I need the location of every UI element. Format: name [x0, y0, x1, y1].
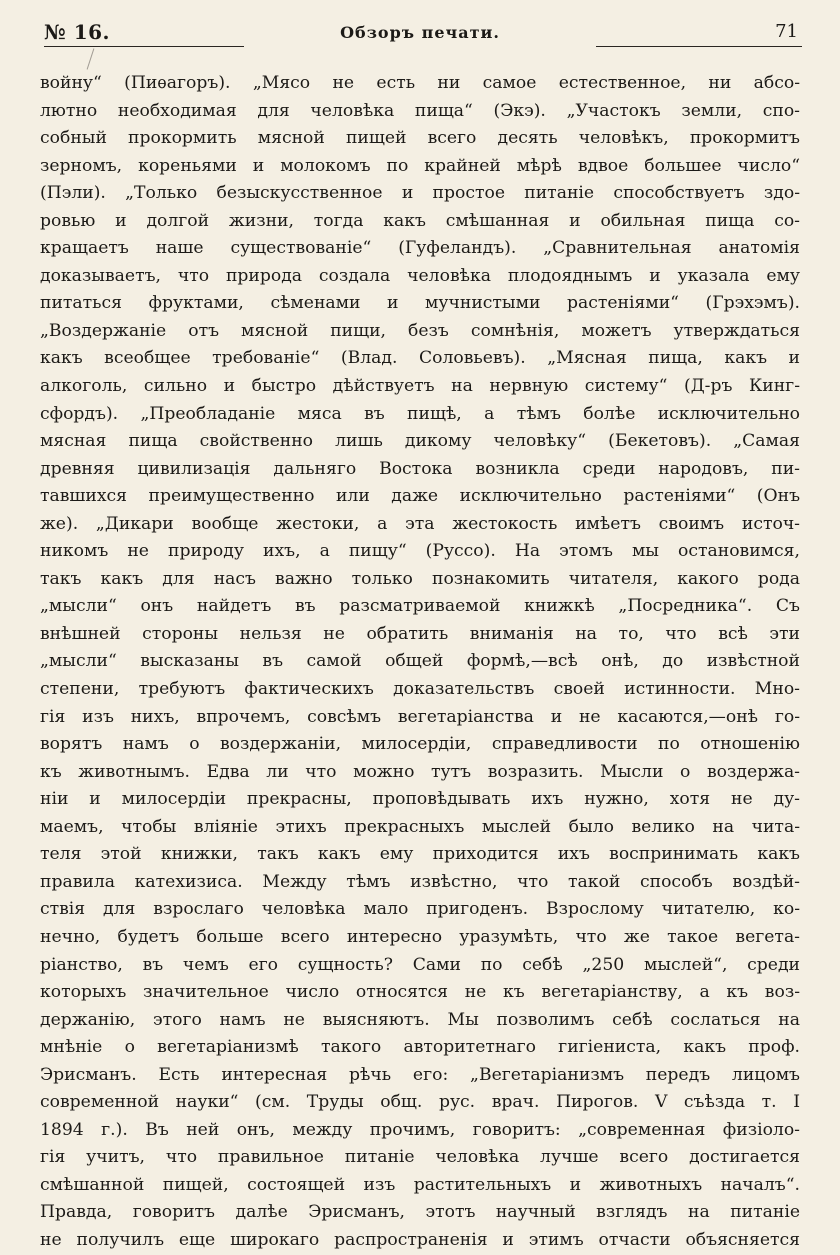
text-line: современной науки“ (см. Труды общ. рус. врач. Пирогов. V съѣзда т. I	[40, 1092, 800, 1113]
text-line: нечно, будетъ больше всего интересно уразумѣть, что же такое вегета-	[40, 926, 800, 947]
text-line: не получилъ еще широкаго распространенія и этимъ отчасти объясняется	[40, 1229, 800, 1250]
text-line: же). „Дикари вообще жестоки, а эта жестокость имѣетъ своимъ источ-	[40, 513, 800, 534]
ink-mark	[87, 48, 95, 69]
text-line: которыхъ значительное число относятся не къ вегетаріанству, а къ воз-	[40, 982, 800, 1003]
text-line: тавшихся преимущественно или даже исключительно растеніями“ (Онъ	[40, 486, 800, 507]
header-rule-left	[44, 46, 244, 47]
body-text	[40, 70, 800, 1255]
issue-number: № 16.	[44, 20, 110, 44]
running-header	[40, 18, 800, 48]
text-line: собный прокормить мясной пищей всего десять человѣкъ, прокормитъ	[40, 128, 800, 149]
text-line: алкоголь, сильно и быстро дѣйствуетъ на нервную систему“ (Д-ръ Кинг-	[40, 376, 800, 397]
text-line: Правда, говоритъ далѣе Эрисманъ, этотъ научный взглядъ на питаніе	[40, 1202, 800, 1223]
header-rule-right	[596, 46, 802, 47]
text-line: никомъ не природу ихъ, а пищу“ (Руссо). На этомъ мы остановимся,	[40, 541, 800, 562]
text-line: степени, требуютъ фактическихъ доказательствъ своей истинности. Мно-	[40, 679, 800, 700]
text-line: къ животнымъ. Едва ли что можно тутъ возразить. Мысли о воздержа-	[40, 761, 800, 782]
text-line: Эрисманъ. Есть интересная рѣчь его: „Вегетаріанизмъ передъ лицомъ	[40, 1064, 800, 1085]
text-line: ріанство, въ чемъ его сущность? Сами по себѣ „250 мыслей“, среди	[40, 954, 800, 975]
text-line: древняя цивилизація дальняго Востока возникла среди народовъ, пи-	[40, 458, 800, 479]
text-line: держанію, этого намъ не выясняютъ. Мы позволимъ себѣ сослаться на	[40, 1009, 800, 1030]
text-line: сфордъ). „Преобладаніе мяса въ пищѣ, а тѣмъ болѣе исключительно	[40, 403, 800, 424]
text-line: 1894 г.). Въ ней онъ, между прочимъ, говоритъ: „современная физіоло-	[40, 1119, 800, 1140]
text-line: зерномъ, кореньями и молокомъ по крайней мѣрѣ вдвое большее число“	[40, 155, 800, 176]
text-line: лютно необходимая для человѣка пища“ (Экэ). „Участокъ земли, спо-	[40, 100, 800, 121]
text-line: „мысли“ высказаны въ самой общей формѣ,—всѣ онѣ, до извѣстной	[40, 651, 800, 672]
text-line: ніи и милосердіи прекрасны, проповѣдывать ихъ нужно, хотя не ду-	[40, 789, 800, 810]
text-line: гія учитъ, что правильное питаніе человѣка лучше всего достигается	[40, 1147, 800, 1168]
text-line: (Пэли). „Только безыскусственное и простое питаніе способствуетъ здо-	[40, 183, 800, 204]
text-line: гія изъ нихъ, впрочемъ, совсѣмъ вегетаріанства и не касаются,—онѣ го-	[40, 706, 800, 727]
text-line: „мысли“ онъ найдетъ въ разсматриваемой книжкѣ „Посредника“. Съ	[40, 596, 800, 617]
text-line: внѣшней стороны нельзя не обратить вниманія на то, что всѣ эти	[40, 623, 800, 644]
text-line: ворятъ намъ о воздержаніи, милосердіи, справедливости по отношенію	[40, 734, 800, 755]
text-line: ствія для взрослаго человѣка мало пригоденъ. Взрослому читателю, ко-	[40, 899, 800, 920]
text-line: мнѣніе о вегетаріанизмѣ такого авторитетнаго гигіениста, какъ проф.	[40, 1037, 800, 1058]
text-line: мясная пища свойственно лишь дикому человѣку“ (Бекетовъ). „Самая	[40, 431, 800, 452]
page-number: 71	[775, 21, 798, 42]
text-line: маемъ, чтобы вліяніе этихъ прекрасныхъ мыслей было велико на чита-	[40, 816, 800, 837]
text-line: „Воздержаніе отъ мясной пищи, безъ сомнѣнія, можетъ утверждаться	[40, 320, 800, 341]
text-line: питаться фруктами, сѣменами и мучнистыми растеніями“ (Грэхэмъ).	[40, 293, 800, 314]
text-line: ровью и долгой жизни, тогда какъ смѣшанная и обильная пища со-	[40, 210, 800, 231]
text-line: какъ всеобщее требованіе“ (Влад. Соловьевъ). „Мясная пища, какъ и	[40, 348, 800, 369]
text-line: правила катехизиса. Между тѣмъ извѣстно, что такой способъ воздѣй-	[40, 871, 800, 892]
text-line: доказываетъ, что природа создала человѣка плодояднымъ и указала ему	[40, 265, 800, 286]
section-title: Обзоръ печати.	[340, 23, 500, 42]
text-line: теля этой книжки, такъ какъ ему приходится ихъ воспринимать какъ	[40, 844, 800, 865]
text-line: смѣшанной пищей, состоящей изъ растительныхъ и животныхъ началъ“.	[40, 1174, 800, 1195]
text-line: такъ какъ для насъ важно только познакомить читателя, какого рода	[40, 568, 800, 589]
text-line: войну“ (Пиѳагоръ). „Мясо не есть ни самое естественное, ни абсо-	[40, 73, 800, 93]
text-line: кращаетъ наше существованіе“ (Гуфеландъ). „Сравнительная анатомія	[40, 238, 800, 259]
